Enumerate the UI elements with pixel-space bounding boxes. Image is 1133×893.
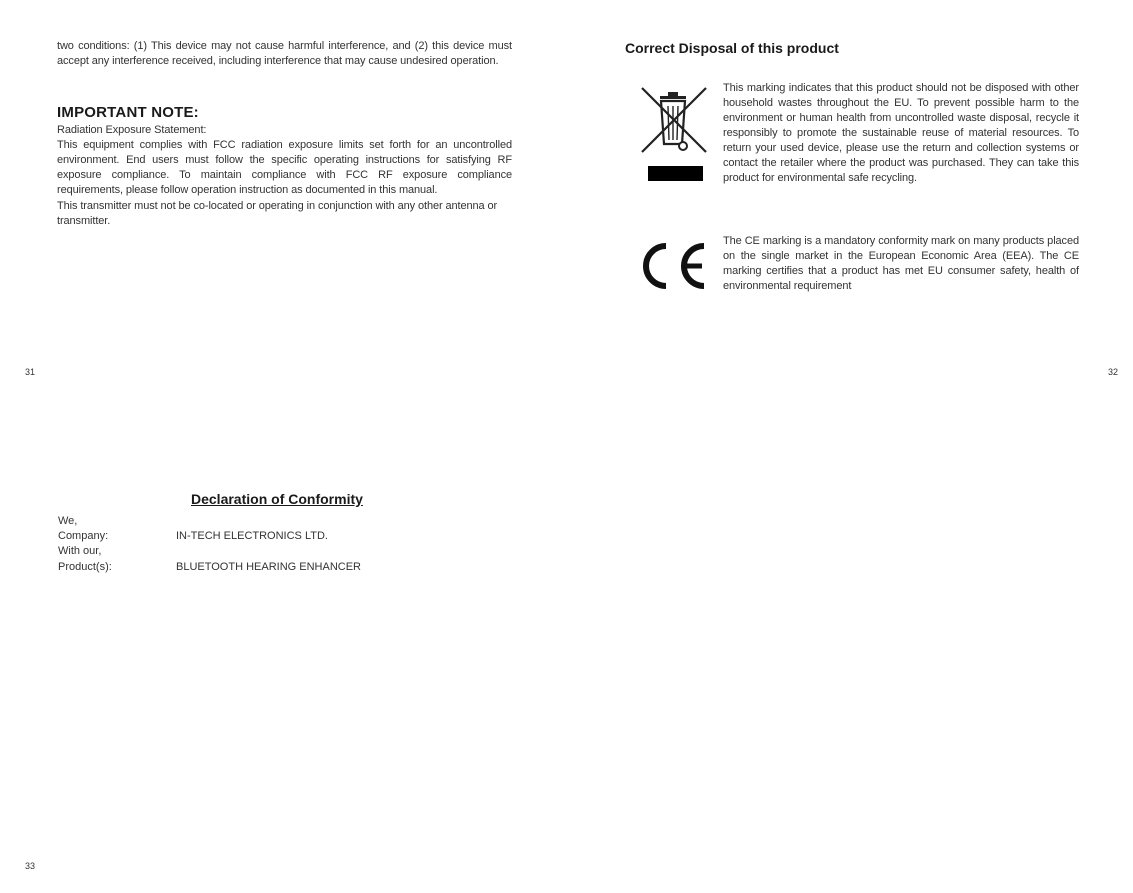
company-label: Company: bbox=[58, 530, 109, 542]
page-number-32: 32 bbox=[1108, 367, 1119, 377]
important-note-heading: IMPORTANT NOTE: bbox=[57, 104, 199, 121]
compliance-paragraph: This equipment complies with FCC radiation exposure limits set forth for an uncontrolled environment. End users must follow the specific operating instructions for satisfying RF exposure compliance. To maintain compliance with FCC RF exposure compliance requirements, please follow operation instruction as documented in this manual. bbox=[57, 139, 512, 196]
disposal-heading: Correct Disposal of this product bbox=[625, 40, 839, 56]
transmitter-paragraph: This transmitter must not be co-located or operating in conjunction with any other antenna or transmitter. bbox=[57, 200, 498, 227]
radiation-exposure-label: Radiation Exposure Statement: bbox=[57, 124, 207, 136]
weee-icon bbox=[638, 84, 710, 184]
we-label: We, bbox=[58, 515, 78, 527]
ce-mark-icon bbox=[640, 240, 710, 292]
products-label: Product(s): bbox=[58, 561, 112, 573]
with-our-label: With our, bbox=[58, 545, 102, 557]
declaration-heading: Declaration of Conformity bbox=[191, 491, 363, 507]
ce-paragraph: The CE marking is a mandatory conformity mark on many products placed on the single market in the European Economic Area (EEA). The CE marking certifies that a product has met EU consumer safety, health of environmental requirement bbox=[723, 235, 1079, 292]
products-value: BLUETOOTH HEARING ENHANCER bbox=[176, 561, 361, 573]
declaration-table bbox=[58, 514, 458, 584]
page-number-31: 31 bbox=[25, 367, 36, 377]
intro-paragraph: two conditions: (1) This device may not cause harmful interference, and (2) this device must accept any interference received, including interference that may cause undesired operation. bbox=[57, 40, 512, 67]
page-number-33: 33 bbox=[25, 861, 36, 871]
disposal-paragraph: This marking indicates that this product should not be disposed with other household wastes throughout the EU. To prevent possible harm to the environment or human health from uncontrolled waste disposal, recycle it responsibly to promote the sustainable reuse of material resources. To return your used device, please use the return and collection systems or contact the retailer where the product was purchased. They can take this product for environmental safe recycling. bbox=[723, 82, 1079, 184]
company-value: IN-TECH ELECTRONICS LTD. bbox=[176, 530, 328, 542]
